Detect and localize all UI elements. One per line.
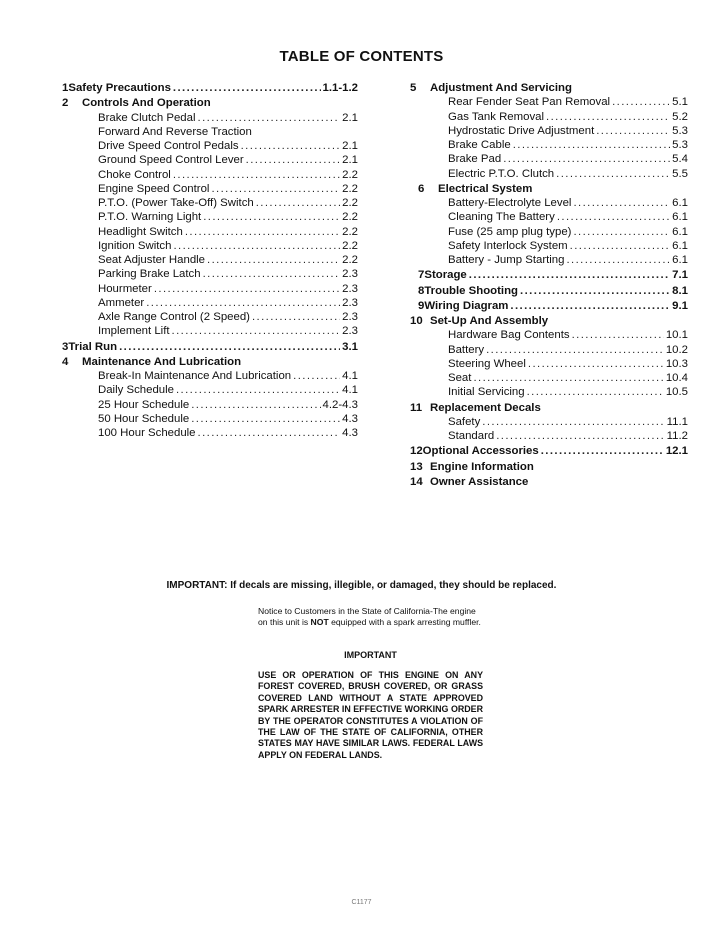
- toc-item-row: [62, 253, 358, 267]
- toc-item-row: [62, 125, 358, 139]
- dot-leader: [546, 110, 670, 124]
- toc-entry-label: Ammeter: [98, 296, 145, 309]
- dot-leader: [510, 299, 670, 313]
- toc-section-number: 3: [62, 340, 69, 353]
- toc-section-number: 11: [410, 401, 423, 414]
- dot-leader: [573, 196, 670, 210]
- dot-leader: [256, 196, 340, 210]
- toc-section-number: 6: [418, 182, 425, 195]
- dot-leader: [119, 340, 340, 354]
- toc-entry-label: Fuse (25 amp plug type): [448, 225, 572, 238]
- dot-leader: [154, 282, 340, 296]
- toc-page-number: 6.1: [672, 197, 688, 209]
- toc-entry-label: Hourmeter: [98, 282, 152, 295]
- toc-entry-label: Choke Control: [98, 168, 171, 181]
- toc-page-number: 5.4: [672, 153, 688, 166]
- toc-page-number: 2.3: [342, 268, 358, 281]
- toc-item-row: [62, 310, 358, 324]
- toc-entry-label: Rear Fender Seat Pan Removal: [448, 96, 611, 109]
- toc-entry-label: Brake Cable: [448, 139, 511, 151]
- toc-page-number: 7.1: [672, 269, 688, 282]
- dot-leader: [496, 429, 664, 443]
- dot-leader: [528, 357, 664, 371]
- toc-entry-label: Brake Pad: [448, 153, 502, 166]
- toc-entry-label: Maintenance And Lubrication: [82, 355, 242, 368]
- toc-section-row: [410, 460, 688, 474]
- dot-leader: [173, 81, 321, 95]
- toc-page-number: 2.2: [342, 225, 358, 238]
- toc-entry-label: Engine Information: [430, 460, 534, 473]
- toc-section-row: [410, 401, 688, 415]
- toc-item-row: [62, 324, 358, 338]
- toc-section-row: [410, 284, 688, 298]
- toc-item-row: [62, 111, 358, 125]
- toc-entry-label: Storage: [424, 269, 467, 282]
- dot-leader: [469, 268, 670, 282]
- toc-page-number: 4.1: [342, 384, 358, 397]
- dot-leader: [203, 210, 340, 224]
- toc-item-row: [62, 267, 358, 281]
- toc-entry-label: Battery: [448, 343, 485, 356]
- toc-item-row: [410, 110, 688, 124]
- toc-section-row: [410, 314, 688, 328]
- toc-page-number: 2.3: [342, 296, 358, 309]
- dot-leader: [246, 153, 341, 167]
- toc-page-number: 10.4: [665, 372, 688, 384]
- toc-section-row: [410, 475, 688, 489]
- toc-section-row: [62, 96, 358, 110]
- toc-entry-label: Electric P.T.O. Clutch: [448, 167, 555, 180]
- toc-item-row: [410, 415, 688, 429]
- dot-leader: [486, 343, 664, 357]
- dot-leader: [203, 267, 341, 281]
- toc-page-number: 4.1: [342, 370, 358, 382]
- toc-section-number: 7: [418, 269, 425, 282]
- toc-entry-label: Brake Clutch Pedal: [98, 111, 196, 124]
- toc-page-number: 4.3: [342, 427, 358, 439]
- toc-entry-label: Parking Brake Latch: [98, 268, 201, 281]
- toc-entry-label: Break-In Maintenance And Lubrication: [98, 370, 292, 382]
- dot-leader: [172, 324, 341, 338]
- toc-entry-label: Hydrostatic Drive Adjustment: [448, 124, 595, 137]
- toc-item-row: [410, 429, 688, 443]
- toc-page-number: 5.5: [672, 167, 688, 180]
- toc-item-row: [62, 398, 358, 412]
- toc-page-number: 11.1: [666, 415, 688, 428]
- toc-item-row: [62, 282, 358, 296]
- toc-page-number: 6.1: [672, 254, 688, 266]
- toc-item-row: [62, 225, 358, 239]
- toc-item-row: [62, 426, 358, 440]
- toc-section-number: 9: [418, 299, 425, 312]
- toc-item-row: [62, 369, 358, 383]
- toc-item-row: [410, 357, 688, 371]
- toc-item-row: [62, 153, 358, 167]
- toc-page-number: 2.3: [342, 282, 358, 295]
- toc-item-row: [410, 343, 688, 357]
- dot-leader: [520, 284, 670, 298]
- toc-entry-label: Wiring Diagram: [424, 299, 509, 312]
- dot-leader: [293, 369, 340, 383]
- dot-leader: [252, 310, 340, 324]
- toc-section-row: [62, 355, 358, 369]
- toc-page-number: 3.1: [342, 340, 358, 353]
- toc-section-number: 5: [410, 82, 417, 94]
- toc-item-row: [410, 95, 688, 109]
- toc-item-row: [62, 412, 358, 426]
- dot-leader: [482, 415, 664, 429]
- toc-entry-label: Cleaning The Battery: [448, 211, 555, 224]
- toc-entry-label: Forward And Reverse Traction: [98, 125, 252, 138]
- toc-page-number: 5.1: [672, 96, 688, 109]
- dot-leader: [503, 152, 670, 166]
- toc-page-number: 11.2: [666, 430, 688, 442]
- toc-entry-label: Battery - Jump Starting: [448, 254, 565, 266]
- toc-entry-label: Replacement Decals: [430, 401, 541, 414]
- toc-entry-label: Controls And Operation: [82, 97, 211, 110]
- toc-item-row: [410, 253, 688, 267]
- toc-entry-label: P.T.O. (Power Take-Off) Switch: [98, 197, 254, 209]
- toc-item-row: [410, 210, 688, 224]
- toc-page-number: 2.1: [342, 111, 358, 124]
- dot-leader: [570, 239, 671, 253]
- toc-item-row: [410, 239, 688, 253]
- toc-page-number: 10.1: [665, 329, 688, 342]
- toc-entry-label: Safety: [448, 415, 481, 428]
- toc-entry-label: Set-Up And Assembly: [430, 315, 549, 327]
- toc-entry-label: Battery-Electrolyte Level: [448, 197, 572, 209]
- toc-entry-label: Headlight Switch: [98, 225, 183, 238]
- toc-item-row: [62, 296, 358, 310]
- toc-entry-label: Steering Wheel: [448, 357, 526, 370]
- dot-leader: [541, 444, 664, 458]
- toc-item-row: [410, 371, 688, 385]
- dot-leader: [207, 253, 340, 267]
- toc-section-number: 12: [410, 445, 423, 458]
- toc-item-row: [410, 225, 688, 239]
- toc-item-row: [62, 168, 358, 182]
- toc-page-number: 5.3: [672, 139, 688, 151]
- toc-page-number: 2.2: [342, 239, 358, 252]
- footer-code: C1177: [351, 899, 372, 906]
- dot-leader: [198, 111, 341, 125]
- toc-entry-label: Drive Speed Control Pedals: [98, 140, 239, 152]
- toc-page-number: 8.1: [672, 284, 688, 297]
- important-heading: IMPORTANT: [344, 650, 397, 660]
- dot-leader: [173, 168, 340, 182]
- dot-leader: [527, 385, 664, 399]
- spark-arrester-warning: USE OR OPERATION OF THIS ENGINE ON ANY FOREST COVERED, BRUSH COVERED, OR GRASS COVERED LAND WITHOUT A STATE APPROVED SPARK ARRESTER IN EFFECTIVE WORKING ORDER BY THE OPERATOR CONSTITUTES A VIOLATION OF THE LAW OF THE STATE OF CALIFORNIA, OTHER STATES MAY HAVE SIMILAR LAWS. FEDERAL LAWS APPLY ON FEDERAL LANDS.: [258, 670, 483, 760]
- toc-page-number: 5.2: [672, 110, 688, 123]
- notice-text-after: equipped with a spark arresting muffler.: [328, 617, 481, 628]
- toc-entry-label: Standard: [448, 430, 495, 442]
- toc-entry-label: Electrical System: [438, 182, 533, 195]
- dot-leader: [557, 210, 670, 224]
- toc-page-number: 1.1-1.2: [322, 82, 358, 94]
- california-notice: [258, 606, 483, 629]
- toc-page-number: 5.3: [672, 124, 688, 137]
- toc-entry-label: Gas Tank Removal: [448, 110, 545, 123]
- dot-leader: [473, 371, 663, 385]
- toc-page-number: 6.1: [672, 239, 688, 252]
- dot-leader: [176, 383, 340, 397]
- toc-entry-label: 25 Hour Schedule: [98, 398, 190, 411]
- toc-section-number: 10: [410, 315, 423, 327]
- toc-page-number: 2.3: [342, 311, 358, 323]
- toc-page-number: 9.1: [672, 299, 688, 312]
- toc-entry-label: Engine Speed Control: [98, 182, 210, 195]
- toc-page-number: 10.2: [665, 343, 688, 356]
- toc-entry-label: Seat Adjuster Handle: [98, 254, 206, 266]
- toc-entry-label: 100 Hour Schedule: [98, 427, 196, 439]
- toc-entry-label: P.T.O. Warning Light: [98, 211, 202, 224]
- toc-entry-label: Trial Run: [68, 340, 118, 353]
- dot-leader: [191, 398, 320, 412]
- notice-text-before: Notice to Customers in the State of California-The engine on this unit is: [258, 606, 476, 628]
- toc-section-row: [410, 299, 688, 313]
- dot-leader: [198, 426, 341, 440]
- toc-entry-label: Adjustment And Servicing: [430, 82, 572, 94]
- toc-item-row: [410, 152, 688, 166]
- toc-item-row: [410, 385, 688, 399]
- dot-leader: [185, 225, 340, 239]
- dot-leader: [211, 182, 340, 196]
- toc-item-row: [62, 139, 358, 153]
- toc-entry-label: 50 Hour Schedule: [98, 412, 190, 425]
- dot-leader: [191, 412, 340, 426]
- toc-entry-label: Implement Lift: [98, 325, 170, 338]
- toc-page-number: 10.3: [665, 357, 688, 370]
- toc-page-number: 2.1: [342, 154, 358, 167]
- toc-section-row: [410, 268, 688, 282]
- toc-page-number: 2.3: [342, 325, 358, 338]
- toc-entry-label: Axle Range Control (2 Speed): [98, 311, 250, 323]
- toc-item-row: [410, 328, 688, 342]
- toc-item-row: [62, 182, 358, 196]
- toc-section-number: 14: [410, 475, 423, 488]
- toc-section-row: [410, 81, 688, 95]
- toc-entry-label: Safety Interlock System: [448, 239, 568, 252]
- toc-entry-label: Safety Precautions: [68, 82, 171, 94]
- toc-page-number: 2.2: [342, 182, 358, 195]
- toc-page-number: 2.2: [342, 197, 358, 209]
- toc-item-row: [410, 138, 688, 152]
- dot-leader: [573, 225, 670, 239]
- toc-page-number: 12.1: [665, 445, 688, 458]
- toc-section-number: 2: [62, 97, 69, 110]
- toc-page-number: 4.3: [342, 412, 358, 425]
- toc-item-row: [62, 210, 358, 224]
- toc-section-number: 13: [410, 460, 423, 473]
- dot-leader: [566, 253, 670, 267]
- toc-item-row: [62, 239, 358, 253]
- toc-entry-label: Ground Speed Control Lever: [98, 154, 244, 167]
- dot-leader: [241, 139, 341, 153]
- toc-entry-label: Optional Accessories: [422, 445, 539, 458]
- decal-important-note: IMPORTANT: If decals are missing, illegible, or damaged, they should be replaced.: [166, 580, 557, 591]
- toc-item-row: [410, 196, 688, 210]
- toc-section-number: 1: [62, 82, 69, 94]
- toc-entry-label: Daily Schedule: [98, 384, 174, 397]
- toc-entry-label: Seat: [448, 372, 472, 384]
- toc-entry-label: Initial Servicing: [448, 386, 525, 399]
- toc-page-number: 2.2: [342, 254, 358, 266]
- toc-page-number: 2.2: [342, 168, 358, 181]
- toc-section-row: [410, 444, 688, 458]
- toc-page-number: 6.1: [672, 211, 688, 224]
- toc-section-row: [62, 340, 358, 354]
- toc-section-row: [410, 182, 688, 196]
- dot-leader: [596, 124, 670, 138]
- dot-leader: [556, 167, 670, 181]
- toc-page-number: 4.2-4.3: [322, 398, 358, 411]
- page-title: TABLE OF CONTENTS: [279, 48, 444, 65]
- toc-page-number: 2.1: [342, 140, 358, 152]
- dot-leader: [173, 239, 340, 253]
- toc-entry-label: Owner Assistance: [430, 475, 529, 488]
- dot-leader: [612, 95, 670, 109]
- toc-entry-label: Ignition Switch: [98, 239, 172, 252]
- toc-item-row: [62, 196, 358, 210]
- dot-leader: [146, 296, 340, 310]
- toc-item-row: [62, 383, 358, 397]
- toc-right-column: [410, 80, 688, 489]
- toc-item-row: [410, 167, 688, 181]
- toc-page-number: 10.5: [665, 386, 688, 399]
- notice-emphasis: NOT: [310, 617, 329, 628]
- toc-page-number: 6.1: [672, 225, 688, 238]
- toc-left-column: [62, 80, 358, 440]
- toc-section-number: 4: [62, 355, 69, 368]
- toc-section-row: [62, 81, 358, 95]
- toc-entry-label: Trouble Shooting: [424, 284, 518, 297]
- toc-page-number: 2.2: [342, 211, 358, 224]
- dot-leader: [513, 138, 670, 152]
- dot-leader: [572, 328, 664, 342]
- toc-section-number: 8: [418, 284, 425, 297]
- toc-item-row: [410, 124, 688, 138]
- toc-entry-label: Hardware Bag Contents: [448, 329, 570, 342]
